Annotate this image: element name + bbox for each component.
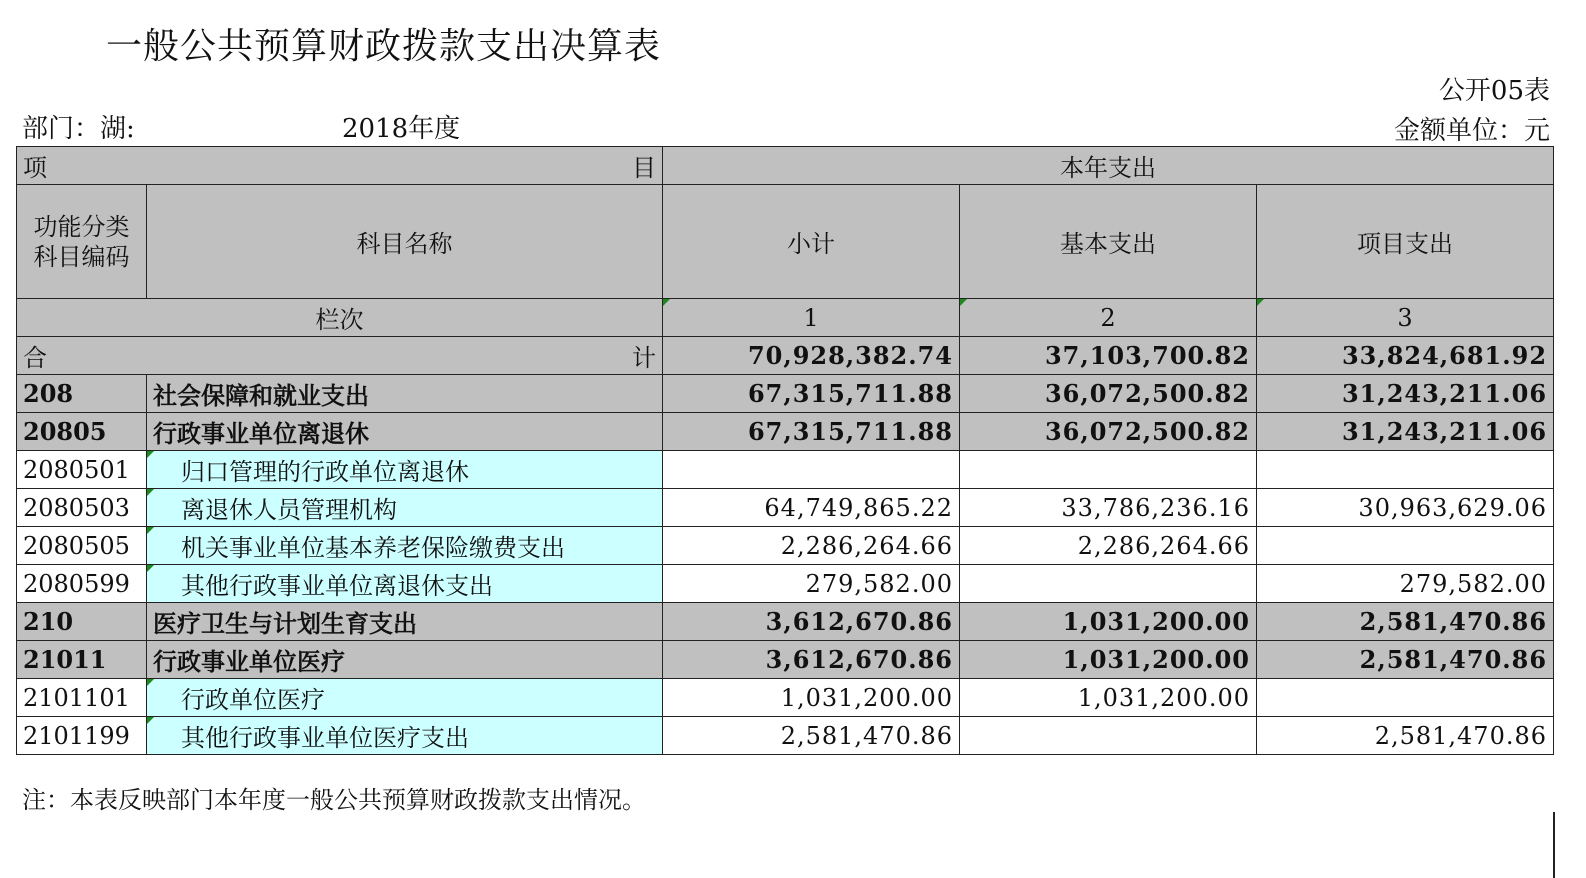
header-basic: 基本支出 — [960, 185, 1257, 299]
report-title: 一般公共预算财政拨款支出决算表 — [106, 26, 662, 67]
row-basic: 1,031,200.00 — [960, 603, 1257, 641]
row-project: 30,963,629.06 — [1257, 489, 1554, 527]
row-subtotal: 2,286,264.66 — [663, 527, 960, 565]
row-subtotal: 2,581,470.86 — [663, 717, 960, 755]
row-project: 2,581,470.86 — [1257, 603, 1554, 641]
row-subtotal — [663, 451, 960, 489]
header-current-year: 本年支出 — [663, 147, 1554, 185]
table-row — [17, 375, 1554, 413]
row-project — [1257, 527, 1554, 565]
row-code: 208 — [17, 375, 147, 413]
table-row — [17, 451, 1554, 489]
header-name: 科目名称 — [147, 185, 663, 299]
header-row-top — [17, 147, 1554, 185]
table-row — [17, 527, 1554, 565]
total-row — [17, 337, 1554, 375]
table-row — [17, 565, 1554, 603]
header-code: 功能分类科目编码 — [17, 185, 147, 299]
column-index-2: 2 — [960, 299, 1257, 337]
cell-border-line — [1553, 812, 1555, 878]
table-row — [17, 413, 1554, 451]
total-basic: 37,103,700.82 — [960, 337, 1257, 375]
row-project: 31,243,211.06 — [1257, 413, 1554, 451]
row-basic — [960, 565, 1257, 603]
row-subtotal: 3,612,670.86 — [663, 641, 960, 679]
row-name: 归口管理的行政单位离退休 — [147, 451, 663, 489]
row-name: 其他行政事业单位医疗支出 — [147, 717, 663, 755]
row-code: 2101101 — [17, 679, 147, 717]
row-project: 2,581,470.86 — [1257, 717, 1554, 755]
department-label: 部门：湖: — [22, 114, 135, 144]
row-code: 2101199 — [17, 717, 147, 755]
table-row — [17, 641, 1554, 679]
row-code: 21011 — [17, 641, 147, 679]
row-subtotal: 67,315,711.88 — [663, 375, 960, 413]
row-project: 279,582.00 — [1257, 565, 1554, 603]
row-name: 行政事业单位医疗 — [147, 641, 663, 679]
row-basic: 36,072,500.82 — [960, 375, 1257, 413]
row-basic — [960, 717, 1257, 755]
row-name: 机关事业单位基本养老保险缴费支出 — [147, 527, 663, 565]
column-index-3: 3 — [1257, 299, 1554, 337]
total-project: 33,824,681.92 — [1257, 337, 1554, 375]
row-subtotal: 67,315,711.88 — [663, 413, 960, 451]
row-basic: 36,072,500.82 — [960, 413, 1257, 451]
row-basic: 1,031,200.00 — [960, 641, 1257, 679]
form-number: 公开05表 — [1438, 76, 1550, 106]
table-row — [17, 717, 1554, 755]
row-project — [1257, 679, 1554, 717]
table-row — [17, 489, 1554, 527]
row-name: 行政单位医疗 — [147, 679, 663, 717]
row-basic: 2,286,264.66 — [960, 527, 1257, 565]
total-label-left: 合 — [23, 344, 47, 372]
column-index-1: 1 — [663, 299, 960, 337]
row-code: 210 — [17, 603, 147, 641]
column-index-label: 栏次 — [17, 299, 663, 337]
header-row-index — [17, 299, 1554, 337]
row-subtotal: 3,612,670.86 — [663, 603, 960, 641]
header-item-right: 目 — [632, 154, 656, 182]
row-subtotal: 1,031,200.00 — [663, 679, 960, 717]
fiscal-year: 2018年度 — [342, 114, 461, 144]
table-note: 注：本表反映部门本年度一般公共预算财政拨款支出情况。 — [22, 786, 646, 814]
row-name: 社会保障和就业支出 — [147, 375, 663, 413]
row-name: 离退休人员管理机构 — [147, 489, 663, 527]
header-row-columns — [17, 185, 1554, 299]
amount-unit: 金额单位：元 — [1393, 116, 1550, 146]
row-code: 2080599 — [17, 565, 147, 603]
total-label-right: 计 — [632, 344, 656, 372]
total-label — [17, 337, 663, 375]
total-subtotal: 70,928,382.74 — [663, 337, 960, 375]
table-row — [17, 679, 1554, 717]
row-project: 2,581,470.86 — [1257, 641, 1554, 679]
header-item-cell — [17, 147, 663, 185]
row-basic — [960, 451, 1257, 489]
row-basic: 1,031,200.00 — [960, 679, 1257, 717]
row-project: 31,243,211.06 — [1257, 375, 1554, 413]
table-row — [17, 603, 1554, 641]
expenditure-table — [16, 146, 1554, 755]
row-code: 2080501 — [17, 451, 147, 489]
row-code: 2080503 — [17, 489, 147, 527]
row-code: 2080505 — [17, 527, 147, 565]
row-code: 20805 — [17, 413, 147, 451]
row-name: 医疗卫生与计划生育支出 — [147, 603, 663, 641]
header-subtotal: 小计 — [663, 185, 960, 299]
row-subtotal: 279,582.00 — [663, 565, 960, 603]
header-project: 项目支出 — [1257, 185, 1554, 299]
row-project — [1257, 451, 1554, 489]
row-subtotal: 64,749,865.22 — [663, 489, 960, 527]
row-name: 行政事业单位离退休 — [147, 413, 663, 451]
header-item-left: 项 — [23, 154, 47, 182]
row-name: 其他行政事业单位离退休支出 — [147, 565, 663, 603]
row-basic: 33,786,236.16 — [960, 489, 1257, 527]
